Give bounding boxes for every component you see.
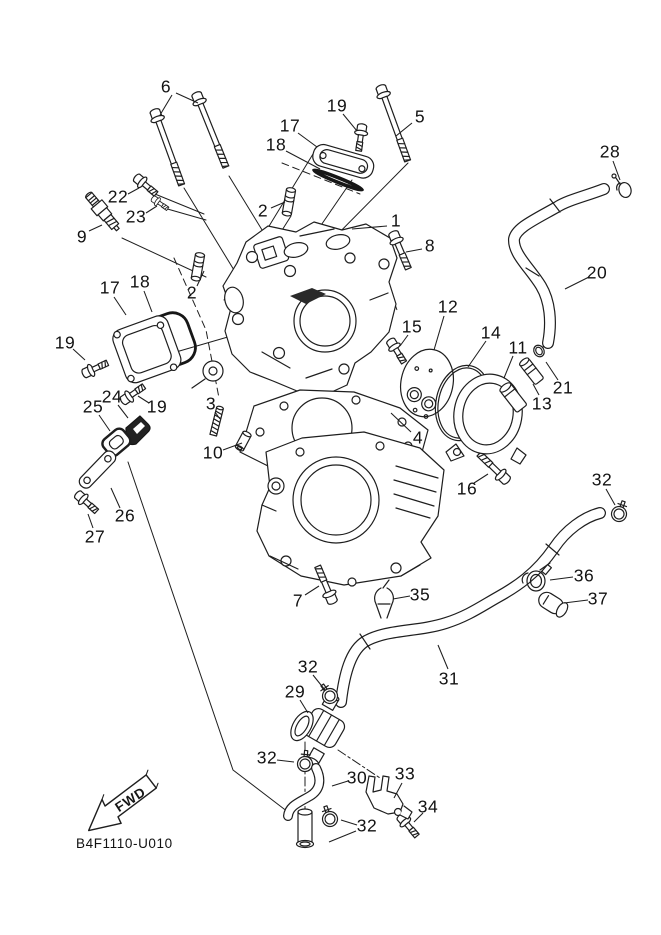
- callout-19: 19: [146, 396, 168, 417]
- callout-2: 2: [186, 282, 198, 303]
- leader-line-32: [313, 675, 325, 690]
- pipe-joint-13: [518, 356, 544, 384]
- callout-28: 28: [599, 141, 621, 162]
- callout-4: 4: [412, 427, 424, 448]
- leader-line-23: [146, 206, 157, 213]
- callout-22: 22: [107, 186, 129, 207]
- bolt-5: [374, 83, 415, 163]
- callout-19: 19: [326, 95, 348, 116]
- callout-21: 21: [552, 377, 574, 398]
- callout-17: 17: [279, 115, 301, 136]
- leader-line-30: [332, 781, 348, 786]
- callout-14: 14: [480, 322, 502, 343]
- bolt-19-left-a: [80, 357, 110, 380]
- leader-line-32: [277, 760, 294, 762]
- decomp-cam: [203, 361, 223, 381]
- callout-35: 35: [409, 584, 431, 605]
- leader-line-35: [393, 596, 410, 599]
- leader-line-8: [406, 249, 422, 252]
- callout-6: 6: [160, 76, 172, 97]
- bolt-6a: [148, 107, 189, 187]
- fwd-arrow: [76, 769, 167, 837]
- stud-3: [210, 406, 224, 436]
- bolt-27: [72, 488, 101, 516]
- leader-line-36: [550, 577, 573, 580]
- callout-16: 16: [456, 478, 478, 499]
- callout-37: 37: [587, 588, 609, 609]
- leader-line-19: [138, 396, 149, 403]
- callout-33: 33: [394, 763, 416, 784]
- leader-line-19: [343, 114, 357, 131]
- clamp-32-bottom: [318, 804, 339, 829]
- leader-line-26: [111, 488, 120, 508]
- callout-32: 32: [591, 469, 613, 490]
- diagram-code: B4F1110-U010: [76, 836, 173, 851]
- callout-29: 29: [284, 681, 306, 702]
- screw-23: [150, 194, 171, 212]
- callout-10: 10: [202, 442, 224, 463]
- leader-line-16: [474, 474, 488, 483]
- callout-30: 30: [346, 767, 368, 788]
- callout-18: 18: [265, 134, 287, 155]
- drain-tube: [297, 809, 314, 848]
- breather-hose-20: [514, 189, 604, 343]
- leader-line-21: [546, 362, 558, 380]
- bolt-22: [131, 171, 160, 198]
- callout-32: 32: [356, 815, 378, 836]
- leader-line-17: [298, 133, 317, 147]
- sleeve-2-left: [191, 252, 205, 282]
- callout-25: 25: [82, 396, 104, 417]
- bolt-19-left-b: [118, 381, 148, 407]
- fwd-arrow-label: FWD: [112, 784, 149, 815]
- callout-3: 3: [205, 393, 217, 414]
- leader-line-32: [606, 489, 615, 505]
- callout-9: 9: [76, 226, 88, 247]
- leader-line-37: [564, 600, 588, 603]
- callout-15: 15: [401, 316, 423, 337]
- leader-line-15: [400, 335, 408, 346]
- leader-line-25: [99, 415, 110, 431]
- callout-20: 20: [586, 262, 608, 283]
- bolt-15: [384, 336, 409, 366]
- sleeve-2-right: [282, 187, 296, 217]
- leader-line-14: [468, 341, 486, 367]
- leader-line-29: [300, 700, 308, 713]
- callout-23: 23: [125, 206, 147, 227]
- clamp-28: [612, 174, 633, 199]
- leader-line-11: [504, 356, 513, 378]
- callout-24: 24: [101, 386, 123, 407]
- cylinder-head: [192, 222, 397, 395]
- callout-27: 27: [84, 526, 106, 547]
- leader-line-18: [144, 291, 152, 312]
- leader-line-24: [118, 405, 128, 418]
- callout-1: 1: [390, 210, 402, 231]
- breather-cover-11: [446, 369, 528, 464]
- leader-line-31: [438, 645, 448, 669]
- bolt-19-top: [352, 123, 369, 152]
- leader-line-9: [89, 225, 102, 231]
- leader-line-20: [565, 277, 589, 289]
- leader-line-34: [414, 813, 423, 822]
- valve-cover-left: [110, 313, 184, 387]
- leader-line-7: [305, 586, 319, 595]
- cylinder-block: [257, 432, 444, 586]
- callout-26: 26: [114, 505, 136, 526]
- leader-line-6: [160, 95, 172, 115]
- callout-32: 32: [297, 656, 319, 677]
- bracket-33: [366, 776, 412, 819]
- leader-line-27: [88, 514, 93, 528]
- leader-line-19: [73, 349, 85, 360]
- spark-plug: [82, 189, 123, 234]
- bolt-16: [474, 449, 513, 487]
- leader-line-32: [341, 820, 357, 825]
- leader-line-22: [128, 188, 139, 194]
- callout-13: 13: [531, 393, 553, 414]
- callout-11: 11: [508, 337, 528, 358]
- callout-32: 32: [256, 747, 278, 768]
- callout-17: 17: [99, 277, 121, 298]
- callout-31: 31: [438, 668, 460, 689]
- plug-37: [536, 589, 570, 619]
- clamp-35: [375, 580, 394, 618]
- callout-2: 2: [257, 200, 269, 221]
- callout-36: 36: [573, 565, 595, 586]
- callout-18: 18: [129, 271, 151, 292]
- leader-line-12: [434, 316, 444, 350]
- callout-12: 12: [437, 296, 459, 317]
- leader-line-32: [329, 831, 356, 842]
- callout-8: 8: [424, 235, 436, 256]
- clamp-32-right: [609, 499, 630, 524]
- leader-line-17: [114, 297, 126, 315]
- callout-7: 7: [292, 590, 304, 611]
- stay-26: [77, 449, 118, 491]
- callout-34: 34: [417, 796, 439, 817]
- callout-5: 5: [414, 106, 426, 127]
- leader-line-13: [533, 384, 539, 395]
- callout-19: 19: [54, 332, 76, 353]
